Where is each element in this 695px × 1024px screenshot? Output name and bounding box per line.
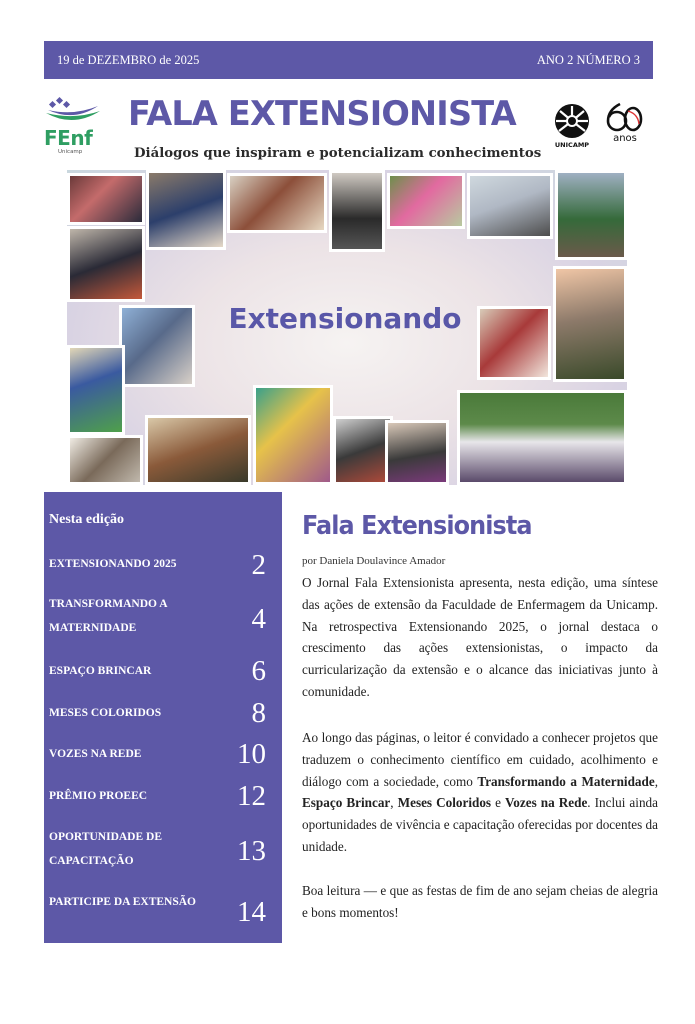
toc-item-label: PARTICIPE DA EXTENSÃO [49,896,196,908]
cover-collage [67,170,627,485]
collage-photo [67,226,145,302]
project-meses-coloridos: Meses Coloridos [397,795,492,811]
collage-photo [227,173,327,233]
sixty-years-logo [602,100,646,150]
header-bar [44,41,653,79]
project-maternidade: Transformando a Maternidade [477,773,655,789]
unicamp-logo [548,102,596,150]
collage-photo [253,385,333,485]
collage-photo [329,170,385,252]
toc-heading: Nesta edição [49,512,125,527]
separator: , [654,773,658,789]
toc-item-page: 4 [251,603,266,635]
separator: e [491,795,505,811]
collage-photo [553,266,627,382]
collage-photo [67,345,125,435]
issue-date: 19 de DEZEMBRO de 2025 [57,52,200,67]
toc-item-label: OPORTUNIDADE DE CAPACITAÇÃO [49,831,163,867]
fenf-sub: Unicamp [58,149,83,155]
separator: , [390,795,398,811]
toc-item-label: ESPAÇO BRINCAR [49,665,152,677]
paragraph-text: Ao longo das páginas, o leitor é convidado a conhecer projetos que traduzem o conhecimento científico em cuidado, acolhimento e diálogo com a sociedade, como [302,730,658,789]
toc-item-page: 2 [251,549,266,581]
collage-photo [457,390,627,485]
newsletter-title: FALA EXTENSIONISTA [128,94,516,133]
collage-photo [385,420,449,485]
toc-item-label: PRÊMIO PROEEC [49,790,148,802]
collage-photo [145,415,251,485]
fenf-emblem-icon [44,96,102,126]
article-paragraph-2 [302,727,658,858]
issue-number: ANO 2 NÚMERO 3 [536,52,640,67]
sixty-icon [602,100,646,134]
table-of-contents [44,492,282,943]
collage-photo [119,305,195,387]
toc-item-label: MESES COLORIDOS [49,707,162,719]
toc-item-page: 10 [237,738,266,770]
toc-item-label: VOZES NA REDE [49,748,142,760]
cover-overlay-text: Extensionando [228,302,462,335]
project-vozes-na-rede: Vozes na Rede [504,795,588,811]
newsletter-subtitle: Diálogos que inspiram e potencializam conhecimentos [134,146,542,161]
collage-photo [467,173,553,239]
toc-item-page: 6 [251,655,266,687]
paragraph-text: . Inclui ainda oportunidades de vivência e capacitação oferecidas por docentes da unidade. [302,795,658,854]
toc-item-label: TRANSFORMANDO A MATERNIDADE [49,598,167,634]
article-paragraph-3: Boa leitura — e que as festas de fim de ano sejam cheias de alegria e bons momentos! [302,883,658,920]
sixty-anos-label: anos [613,133,637,144]
collage-photo [387,173,465,229]
collage-photo [555,170,627,260]
toc-item-label: EXTENSIONANDO 2025 [49,558,177,570]
collage-photo [477,306,551,380]
article-byline: por Daniela Doulavince Amador [302,555,446,567]
project-espaco-brincar: Espaço Brincar [302,795,391,811]
toc-item-page: 13 [237,835,266,867]
unicamp-emblem-icon [548,102,596,140]
article-title: Fala Extensionista [302,511,532,541]
fenf-logo [44,96,102,158]
unicamp-name: UNICAMP [554,141,590,149]
collage-photo [333,416,393,485]
article-paragraph-1: O Jornal Fala Extensionista apresenta, nesta edição, uma síntese das ações de extensão da Faculdade de Enfermagem da Unicamp. Na retrospectiva Extensionando 2025, o jornal destaca o crescimento das ações extensionistas, o impacto da curricularização da extensão e o alcance das iniciativas junto à comunidade. [302,575,658,699]
toc-item-page: 12 [237,780,266,812]
toc-item-page: 14 [237,896,266,928]
collage-photo [67,173,145,225]
fenf-wordmark: FEnf [44,126,93,150]
collage-photo [67,435,143,485]
toc-item-page: 8 [251,697,266,729]
collage-photo [146,170,226,250]
